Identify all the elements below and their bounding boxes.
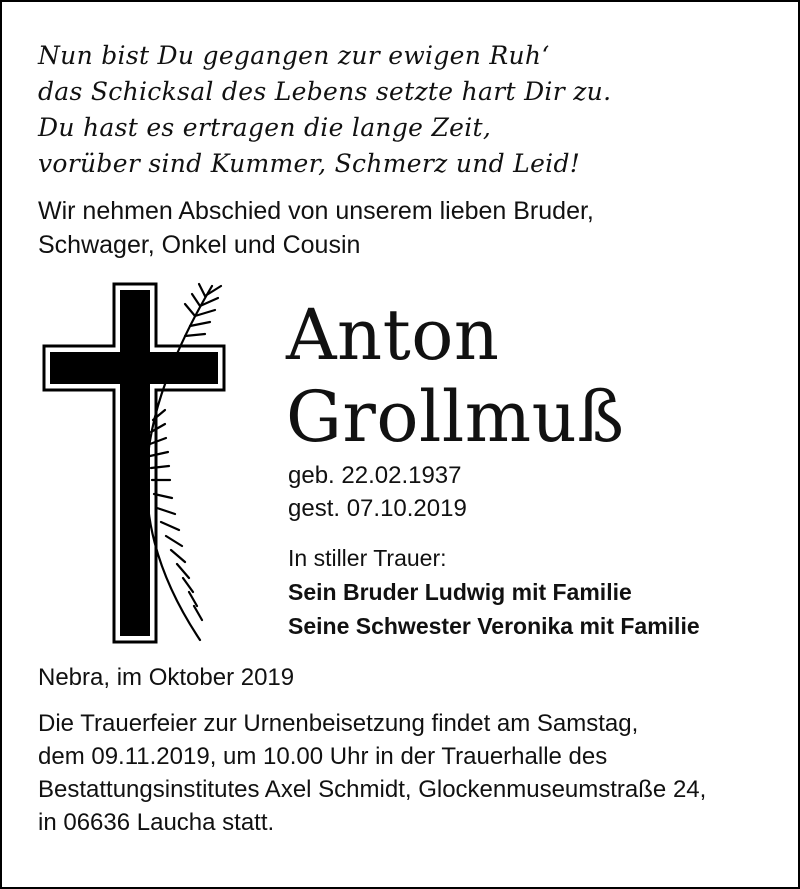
funeral-line: in 06636 Laucha statt. [38, 809, 275, 836]
cross-icon [44, 284, 224, 642]
mourners-heading: In stiller Trauer: [288, 545, 447, 571]
poem-line: Nun bist Du gegangen zur ewigen Ruh‘ [38, 41, 550, 70]
intro-text [38, 194, 778, 262]
poem-line: vorüber sind Kummer, Schmerz und Leid! [38, 149, 581, 178]
first-name: Anton [286, 294, 500, 376]
life-dates [288, 459, 467, 525]
cross-with-palm [40, 280, 230, 646]
intro-line: Wir nehmen Abschied von unserem lieben Bruder, [38, 197, 594, 225]
funeral-line: dem 09.11.2019, um 10.00 Uhr in der Trauerhalle des [38, 743, 608, 770]
funeral-notice [38, 707, 788, 839]
funeral-line: Die Trauerfeier zur Urnenbeisetzung findet am Samstag, [38, 710, 639, 737]
poem-line: Du hast es ertragen die lange Zeit, [38, 113, 492, 142]
birth-date: geb. 22.02.1937 [288, 462, 462, 489]
deceased-name [286, 294, 625, 458]
last-name: Grollmuß [286, 376, 625, 458]
intro-line: Schwager, Onkel und Cousin [38, 231, 361, 259]
poem [38, 38, 778, 182]
place-date: Nebra, im Oktober 2019 [38, 664, 295, 691]
mourner-line: Sein Bruder Ludwig mit Familie [288, 579, 632, 605]
funeral-line: Bestattungsinstitutes Axel Schmidt, Glockenmuseumstraße 24, [38, 776, 707, 803]
poem-line: das Schicksal des Lebens setzte hart Dir zu. [38, 77, 612, 106]
mourner-line: Seine Schwester Veronika mit Familie [288, 613, 700, 639]
death-date: gest. 07.10.2019 [288, 495, 467, 522]
mourners [288, 541, 700, 643]
